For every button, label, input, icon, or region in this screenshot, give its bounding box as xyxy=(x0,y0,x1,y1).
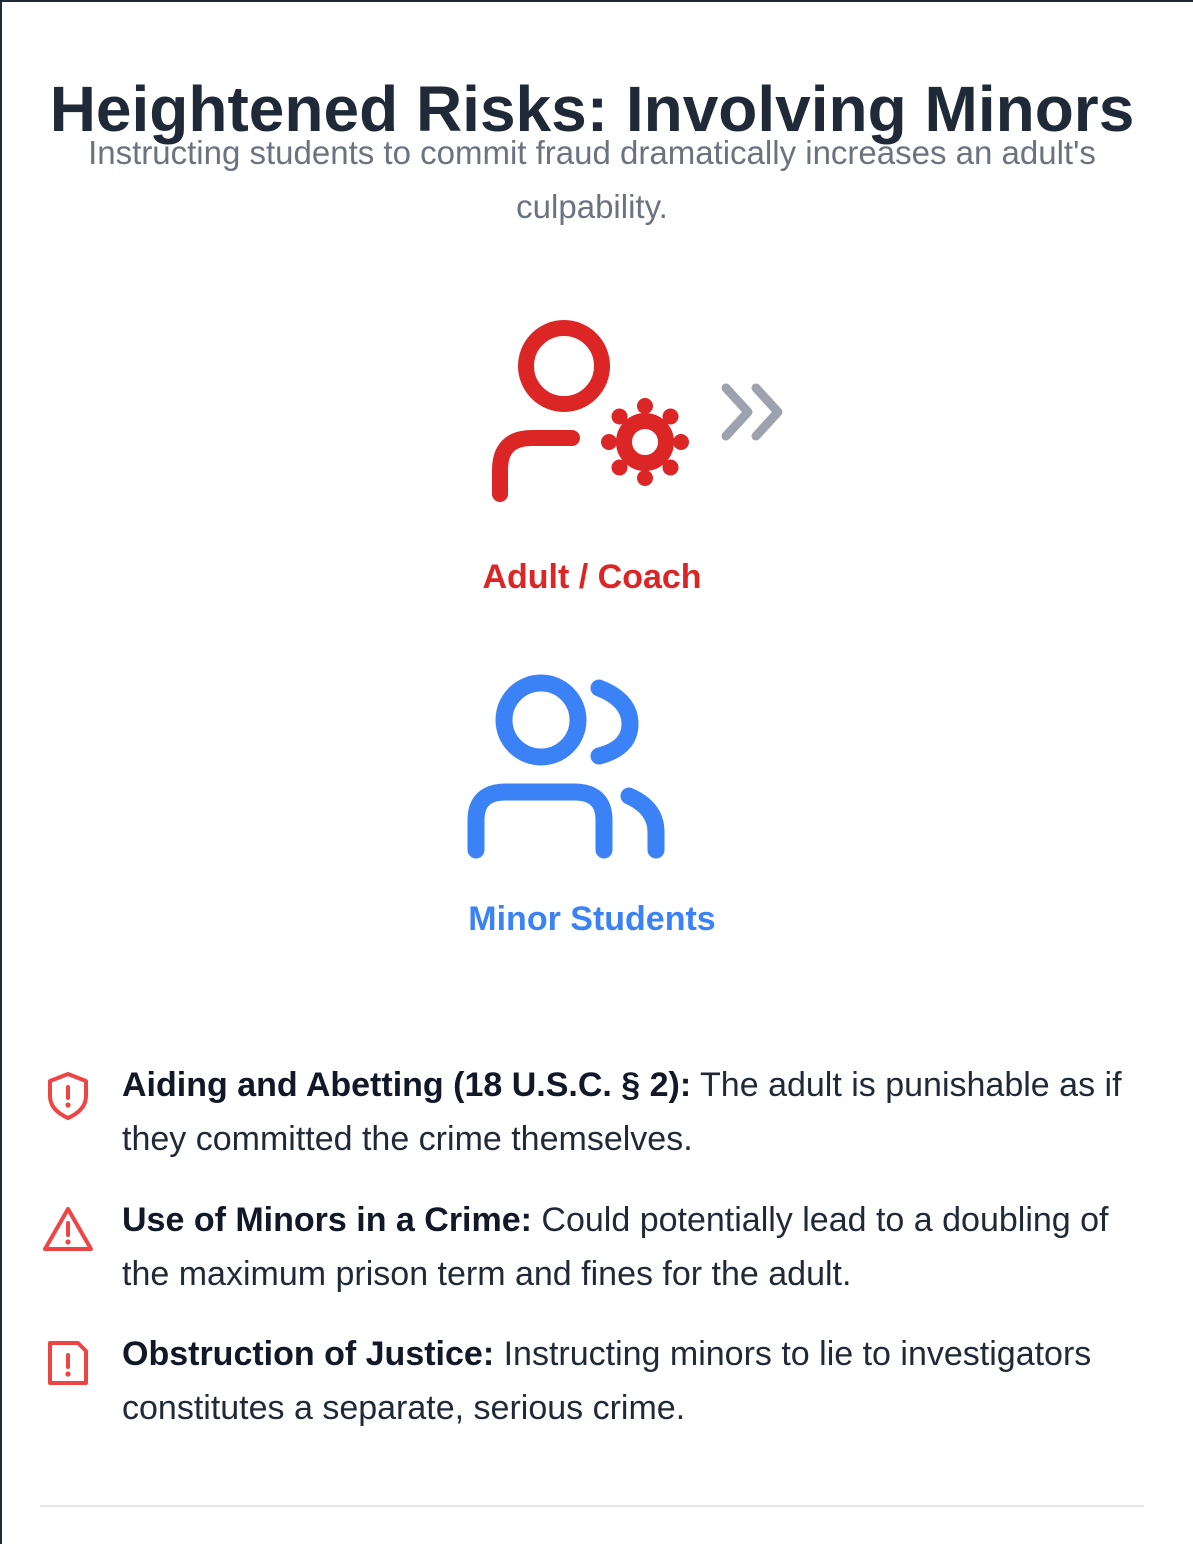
page-title: Heightened Risks: Involving Minors xyxy=(49,72,1135,145)
risk-title: Aiding and Abetting (18 U.S.C. § 2): xyxy=(122,1066,692,1104)
file-alert-icon xyxy=(40,1335,96,1391)
risk-text: Instructing minors to lie to investigators constitutes a separate, serious crime. xyxy=(122,1335,1092,1427)
risk-title: Use of Minors in a Crime: xyxy=(122,1201,532,1239)
page-subtitle: Instructing students to commit fraud dramatically increases an adult's culpability. xyxy=(88,134,1096,225)
adult-coach-figure xyxy=(480,320,800,510)
bottom-divider xyxy=(40,1505,1144,1507)
risk-title: Obstruction of Justice: xyxy=(122,1335,495,1373)
risk-description xyxy=(122,1193,1152,1301)
adult-coach-label: Adult / Coach xyxy=(482,558,702,596)
minor-students-label: Minor Students xyxy=(468,900,716,938)
shield-alert-icon xyxy=(40,1068,96,1124)
risk-description xyxy=(122,1058,1152,1166)
risk-description xyxy=(122,1327,1152,1435)
minor-students-figure xyxy=(464,674,674,864)
risk-text: The adult is punishable as if they committed the crime themselves. xyxy=(122,1066,1122,1158)
chevrons-right-icon xyxy=(716,378,796,448)
triangle-alert-icon xyxy=(40,1201,96,1257)
risk-text: Could potentially lead to a doubling of the maximum prison term and fines for the adult. xyxy=(122,1201,1109,1293)
user-cog-icon xyxy=(480,320,700,510)
users-icon xyxy=(464,674,674,864)
